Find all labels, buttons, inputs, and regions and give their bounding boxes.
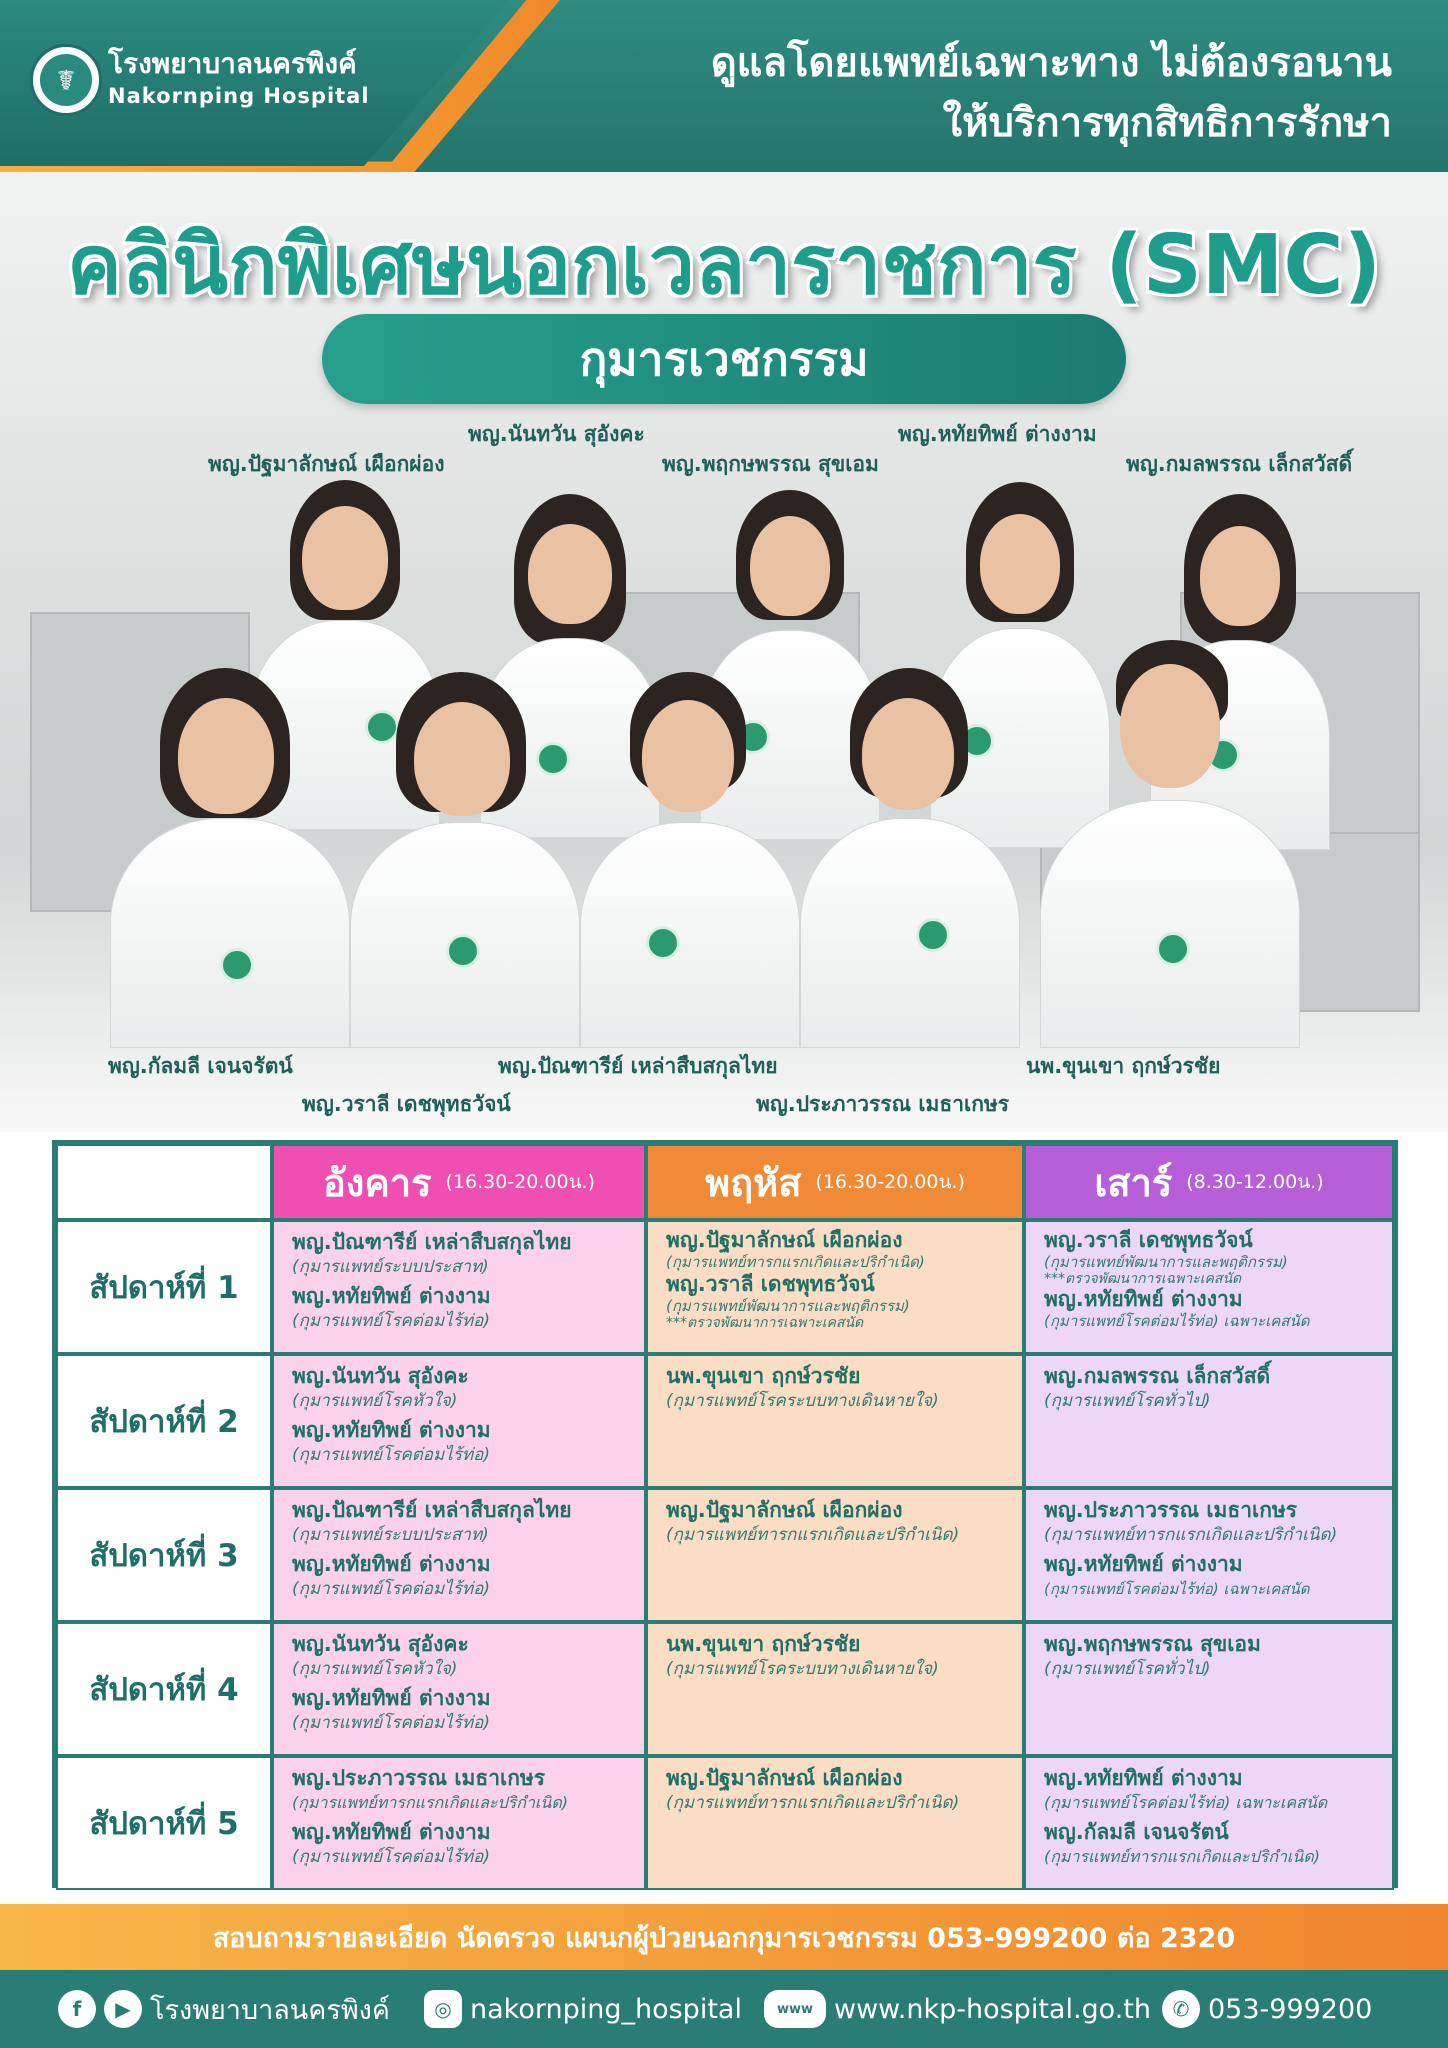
time-label: (16.30-20.00น.) <box>445 1171 596 1193</box>
week-label: สัปดาห์ที่ 4 <box>56 1622 272 1756</box>
week-label: สัปดาห์ที่ 5 <box>56 1756 272 1890</box>
schedule-table <box>52 1140 1398 1888</box>
schedule-cell-tuesday <box>272 1622 646 1756</box>
schedule-cell-saturday <box>1024 1622 1394 1756</box>
week-label: สัปดาห์ที่ 3 <box>56 1488 272 1622</box>
doctor-photo <box>350 672 580 1048</box>
footer <box>0 1970 1448 2048</box>
doctor-name: พญ.ปัณฑารีย์ เหล่าสืบสกุลไทย <box>292 1230 572 1254</box>
table-corner <box>56 1144 272 1220</box>
doctor-name: พญ.ประภาวรรณ เมธาเกษร <box>1044 1498 1298 1522</box>
time-label: (16.30-20.00น.) <box>815 1171 965 1193</box>
specialty: (กุมารแพทย์ทารกแรกเกิดและปริกำเนิด) <box>666 1525 960 1545</box>
doctor-label: นพ.ขุนเขา ฤกษ์วรชัย <box>1026 1054 1221 1078</box>
day-label: อังคาร <box>322 1160 432 1205</box>
doctor-name: พญ.วราลี เดชพุทธวัจน์ <box>666 1272 875 1296</box>
footer-social-facebook-youtube[interactable] <box>58 1970 390 2048</box>
time-label: (8.30-12.00น.) <box>1186 1171 1324 1193</box>
schedule-cell-thursday <box>646 1220 1024 1354</box>
header-banner <box>0 0 1448 172</box>
doctor-label: พญ.พฤกษพรรณ สุขเอม <box>662 452 879 476</box>
footer-instagram[interactable] <box>424 1970 742 2048</box>
doctor-name: พญ.หทัยทิพย์ ต่างงาม <box>1044 1552 1243 1576</box>
hospital-name-th: โรงพยาบาลนครพิงค์ <box>108 47 357 80</box>
doctor-photo <box>580 672 800 1048</box>
specialty: (กุมารแพทย์โรคทั่วไป) <box>1044 1391 1211 1411</box>
footer-website-label[interactable]: www.nkp-hospital.go.th <box>834 1993 1151 2025</box>
hospital-name-en: Nakornping Hospital <box>108 84 370 108</box>
footer-facebook-label: โรงพยาบาลนครพิงค์ <box>150 1994 390 2026</box>
note: ***ตรวจพัฒนาการเฉพาะเคสนัด <box>1044 1271 1242 1287</box>
specialty: (กุมารแพทย์โรคต่อมไร้ท่อ) <box>292 1445 490 1465</box>
column-header-saturday <box>1024 1144 1394 1220</box>
schedule-cell-saturday <box>1024 1756 1394 1890</box>
doctor-name: พญ.ประภาวรรณ เมธาเกษร <box>292 1766 546 1790</box>
doctor-photo <box>800 668 1020 1048</box>
specialty: (กุมารแพทย์พัฒนาการและพฤติกรรม) <box>666 1297 910 1315</box>
specialty: (กุมารแพทย์ระบบประสาท) <box>292 1525 489 1545</box>
doctor-name: พญ.พฤกษพรรณ สุขเอม <box>1044 1632 1261 1656</box>
specialty: (กุมารแพทย์โรคต่อมไร้ท่อ) เฉพาะเคสนัด <box>1044 1580 1310 1598</box>
doctor-name: พญ.หทัยทิพย์ ต่างงาม <box>1044 1766 1243 1790</box>
doctor-label: พญ.กมลพรรณ เล็กสวัสดิ์ <box>1126 452 1353 476</box>
week-label: สัปดาห์ที่ 1 <box>56 1220 272 1354</box>
week-label: สัปดาห์ที่ 2 <box>56 1354 272 1488</box>
specialty: (กุมารแพทย์โรคต่อมไร้ท่อ) เฉพาะเคสนัด <box>1044 1312 1310 1330</box>
doctor-photo <box>1040 640 1300 1048</box>
doctor-label: พญ.ประภาวรรณ เมธาเกษร <box>756 1092 1010 1116</box>
specialty: (กุมารแพทย์พัฒนาการและพฤติกรรม) <box>1044 1253 1288 1271</box>
doctor-name: พญ.หทัยทิพย์ ต่างงาม <box>292 1552 491 1576</box>
specialty: (กุมารแพทย์โรคหัวใจ) <box>292 1659 458 1679</box>
schedule-cell-saturday <box>1024 1354 1394 1488</box>
footer-phone[interactable] <box>1162 1970 1372 2048</box>
specialty: (กุมารแพทย์โรคต่อมไร้ท่อ) <box>292 1579 490 1599</box>
footer-instagram-label: nakornping_hospital <box>470 1993 742 2025</box>
doctor-name: พญ.หทัยทิพย์ ต่างงาม <box>292 1418 491 1442</box>
doctor-name: พญ.ปัฐมาลักษณ์ เผือกผ่อง <box>666 1498 903 1522</box>
youtube-icon[interactable]: ▶ <box>104 1990 142 2028</box>
schedule-cell-tuesday <box>272 1354 646 1488</box>
doctor-name: พญ.กมลพรรณ เล็กสวัสดิ์ <box>1044 1364 1271 1388</box>
instagram-icon[interactable]: ◎ <box>424 1990 462 2028</box>
specialty: (กุมารแพทย์ทารกแรกเกิดและปริกำเนิด) <box>666 1253 925 1271</box>
schedule-cell-thursday <box>646 1622 1024 1756</box>
doctor-name: พญ.หทัยทิพย์ ต่างงาม <box>292 1284 491 1308</box>
facebook-icon[interactable]: f <box>58 1990 96 2028</box>
doctor-name: พญ.ปัฐมาลักษณ์ เผือกผ่อง <box>666 1766 903 1790</box>
doctor-name: พญ.นันทวัน สุอังคะ <box>292 1632 469 1656</box>
www-icon[interactable]: www <box>764 1990 826 2028</box>
doctor-name: นพ.ขุนเขา ฤกษ์วรชัย <box>666 1364 861 1388</box>
doctor-name: พญ.ปัณฑารีย์ เหล่าสืบสกุลไทย <box>292 1498 572 1522</box>
doctor-name: พญ.ปัฐมาลักษณ์ เผือกผ่อง <box>666 1228 903 1252</box>
doctor-label: พญ.วราลี เดชพุทธวัจน์ <box>302 1092 511 1116</box>
schedule-cell-tuesday <box>272 1220 646 1354</box>
contact-bar: สอบถามรายละเอียด นัดตรวจ แผนกผู้ป่วยนอกกุมารเวชกรรม 053-999200 ต่อ 2320 <box>0 1904 1448 1970</box>
specialty: (กุมารแพทย์ทารกแรกเกิดและปริกำเนิด) <box>1044 1525 1338 1545</box>
doctor-name: พญ.หทัยทิพย์ ต่างงาม <box>1044 1287 1243 1311</box>
doctor-label: พญ.ปัณฑารีย์ เหล่าสืบสกุลไทย <box>498 1054 778 1078</box>
schedule-cell-tuesday <box>272 1756 646 1890</box>
doctor-name: นพ.ขุนเขา ฤกษ์วรชัย <box>666 1632 861 1656</box>
specialty: (กุมารแพทย์โรคต่อมไร้ท่อ) เฉพาะเคสนัด <box>1044 1793 1328 1812</box>
specialty: (กุมารแพทย์โรคต่อมไร้ท่อ) <box>292 1713 490 1733</box>
schedule-cell-tuesday <box>272 1488 646 1622</box>
specialty: (กุมารแพทย์โรคหัวใจ) <box>292 1391 458 1411</box>
doctor-label: พญ.หทัยทิพย์ ต่างงาม <box>898 422 1097 446</box>
schedule-cell-saturday <box>1024 1220 1394 1354</box>
column-header-thursday <box>646 1144 1024 1220</box>
note: ***ตรวจพัฒนาการเฉพาะเคสนัด <box>666 1315 864 1331</box>
specialty: (กุมารแพทย์ระบบประสาท) <box>292 1257 489 1277</box>
column-header-tuesday <box>272 1144 646 1220</box>
schedule-cell-saturday <box>1024 1488 1394 1622</box>
schedule-cell-thursday <box>646 1488 1024 1622</box>
phone-icon[interactable]: ✆ <box>1162 1990 1200 2028</box>
clinic-title: คลินิกพิเศษนอกเวลาราชการ (SMC) <box>66 218 1382 313</box>
doctor-name: พญ.วราลี เดชพุทธวัจน์ <box>1044 1228 1253 1252</box>
slogan-line-1: ดูแลโดยแพทย์เฉพาะทาง ไม่ต้องรอนาน <box>710 40 1392 86</box>
doctor-name: พญ.นันทวัน สุอังคะ <box>292 1364 469 1388</box>
specialty: (กุมารแพทย์ทารกแรกเกิดและปริกำเนิด) <box>292 1793 568 1812</box>
day-label: เสาร์ <box>1094 1160 1173 1205</box>
footer-phone-label: 053-999200 <box>1208 1993 1373 2025</box>
doctor-photo <box>110 668 350 1048</box>
specialty: (กุมารแพทย์โรคทั่วไป) <box>1044 1659 1211 1679</box>
department-pill: กุมารเวชกรรม <box>322 314 1126 404</box>
specialty: (กุมารแพทย์ทารกแรกเกิดและปริกำเนิด) <box>1044 1847 1320 1866</box>
slogan-line-2: ให้บริการทุกสิทธิการรักษา <box>942 100 1392 146</box>
doctor-label: พญ.นันทวัน สุอังคะ <box>468 422 645 446</box>
schedule-cell-thursday <box>646 1756 1024 1890</box>
doctor-name: พญ.หทัยทิพย์ ต่างงาม <box>292 1820 491 1844</box>
caduceus-icon: ☤ <box>40 54 92 106</box>
day-label: พฤหัส <box>705 1160 802 1205</box>
specialty: (กุมารแพทย์โรคต่อมไร้ท่อ) <box>292 1847 490 1867</box>
doctor-name: พญ.กัลมลี เจนจรัตน์ <box>1044 1820 1229 1844</box>
specialty: (กุมารแพทย์โรคระบบทางเดินหายใจ) <box>666 1659 939 1679</box>
specialty: (กุมารแพทย์ทารกแรกเกิดและปริกำเนิด) <box>666 1793 960 1813</box>
doctor-label: พญ.กัลมลี เจนจรัตน์ <box>108 1054 293 1078</box>
footer-website[interactable] <box>764 1970 1151 2048</box>
specialty: (กุมารแพทย์โรคต่อมไร้ท่อ) <box>292 1311 490 1331</box>
specialty: (กุมารแพทย์โรคระบบทางเดินหายใจ) <box>666 1391 939 1411</box>
doctor-label: พญ.ปัฐมาลักษณ์ เผือกผ่อง <box>208 452 445 476</box>
doctor-name: พญ.หทัยทิพย์ ต่างงาม <box>292 1686 491 1710</box>
hospital-logo <box>30 44 102 116</box>
schedule-cell-thursday <box>646 1354 1024 1488</box>
